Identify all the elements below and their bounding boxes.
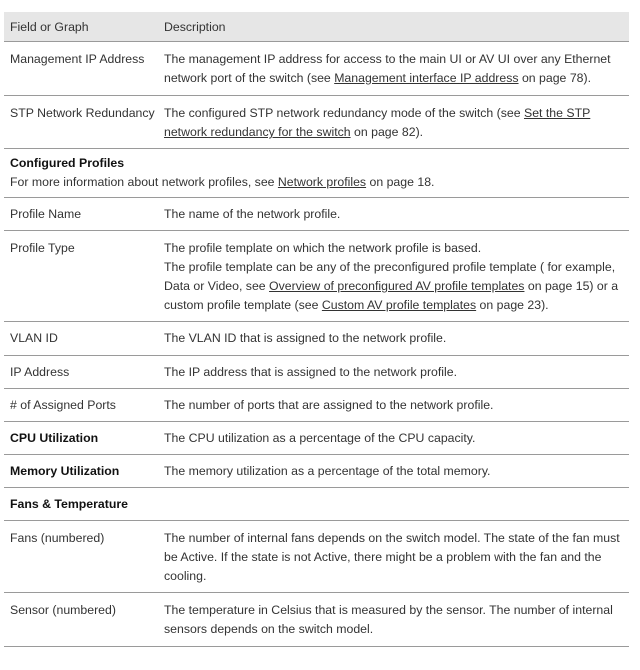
desc-profile-name: The name of the network profile. — [164, 207, 341, 221]
desc-assigned-ports: The number of ports that are assigned to the network profile. — [164, 398, 494, 412]
field-profile-name: Profile Name — [10, 207, 82, 221]
header-field-or-graph: Field or Graph — [10, 19, 89, 34]
table-row — [4, 322, 629, 356]
desc-text: The configured STP network redundancy mode of the switch (see — [164, 106, 524, 120]
section-note — [4, 173, 629, 192]
field-sensor: Sensor (numbered) — [10, 603, 116, 617]
field-cpu-utilization: CPU Utilization — [10, 431, 99, 445]
section-title-fans-temperature: Fans & Temperature — [10, 497, 128, 511]
link-overview-av-templates[interactable]: Overview of preconfigured AV profile templates — [269, 279, 525, 293]
table-row — [4, 356, 629, 389]
table-row — [4, 521, 629, 593]
field-vlan-id: VLAN ID — [10, 331, 58, 345]
desc-ip-address: The IP address that is assigned to the network profile. — [164, 365, 458, 379]
desc-text: on page 78). — [518, 71, 592, 85]
desc-cpu-utilization: The CPU utilization as a percentage of the CPU capacity. — [164, 431, 476, 445]
desc-text: The profile template on which the network profile is based. — [164, 241, 482, 255]
table-row — [4, 231, 629, 322]
desc-text: The management IP address for access to the main UI or AV UI over any Ethernet network port of the switch (see — [164, 52, 611, 85]
field-assigned-ports: # of Assigned Ports — [10, 398, 116, 412]
table-row — [4, 198, 629, 231]
table-row — [4, 42, 629, 96]
section-configured-profiles — [4, 149, 629, 198]
description-table — [4, 12, 629, 647]
desc-stp-redundancy — [164, 104, 629, 148]
table-row — [4, 593, 629, 647]
table-row — [4, 389, 629, 422]
section-fans-temperature — [4, 488, 629, 521]
table-row — [4, 422, 629, 455]
desc-profile-type — [164, 239, 629, 321]
desc-text: on page 23). — [476, 298, 549, 312]
desc-vlan-id: The VLAN ID that is assigned to the network profile. — [164, 331, 447, 345]
desc-fans: The number of internal fans depends on the switch model. The state of the fan must be Active. If the state is not Active, there might be a problem with the fan and the cooling. — [164, 531, 620, 583]
desc-sensor: The temperature in Celsius that is measured by the sensor. The number of internal sensors depends on the switch model. — [164, 603, 613, 636]
table-row — [4, 96, 629, 149]
section-title-configured-profiles: Configured Profiles — [10, 156, 125, 170]
desc-text: on page 82). — [350, 125, 424, 139]
table-header-row — [4, 12, 629, 42]
desc-text-block — [164, 258, 625, 315]
field-profile-type: Profile Type — [10, 241, 75, 255]
link-custom-av-templates[interactable]: Custom AV profile templates — [321, 298, 477, 312]
field-memory-utilization: Memory Utilization — [10, 464, 120, 478]
link-management-interface-ip[interactable]: Management interface IP address — [334, 71, 519, 85]
desc-text: on page 15) or a custom profile template (see — [164, 279, 619, 312]
link-stp-redundancy[interactable]: Set the STP network redundancy for the switch — [164, 106, 591, 139]
header-description: Description — [164, 19, 226, 34]
field-fans: Fans (numbered) — [10, 531, 105, 545]
field-stp-redundancy: STP Network Redundancy — [10, 106, 155, 120]
field-management-ip: Management IP Address — [10, 52, 145, 66]
desc-text: on page 18. — [366, 175, 435, 189]
desc-memory-utilization: The memory utilization as a percentage of the total memory. — [164, 464, 491, 478]
link-network-profiles[interactable]: Network profiles — [277, 175, 367, 189]
table-row — [4, 455, 629, 488]
field-ip-address: IP Address — [10, 365, 70, 379]
desc-text: The profile template can be any of the preconfigured profile template ( for example, Data or Video, see — [164, 260, 616, 293]
desc-text: For more information about network profiles, see — [10, 175, 278, 189]
desc-management-ip — [164, 50, 629, 95]
